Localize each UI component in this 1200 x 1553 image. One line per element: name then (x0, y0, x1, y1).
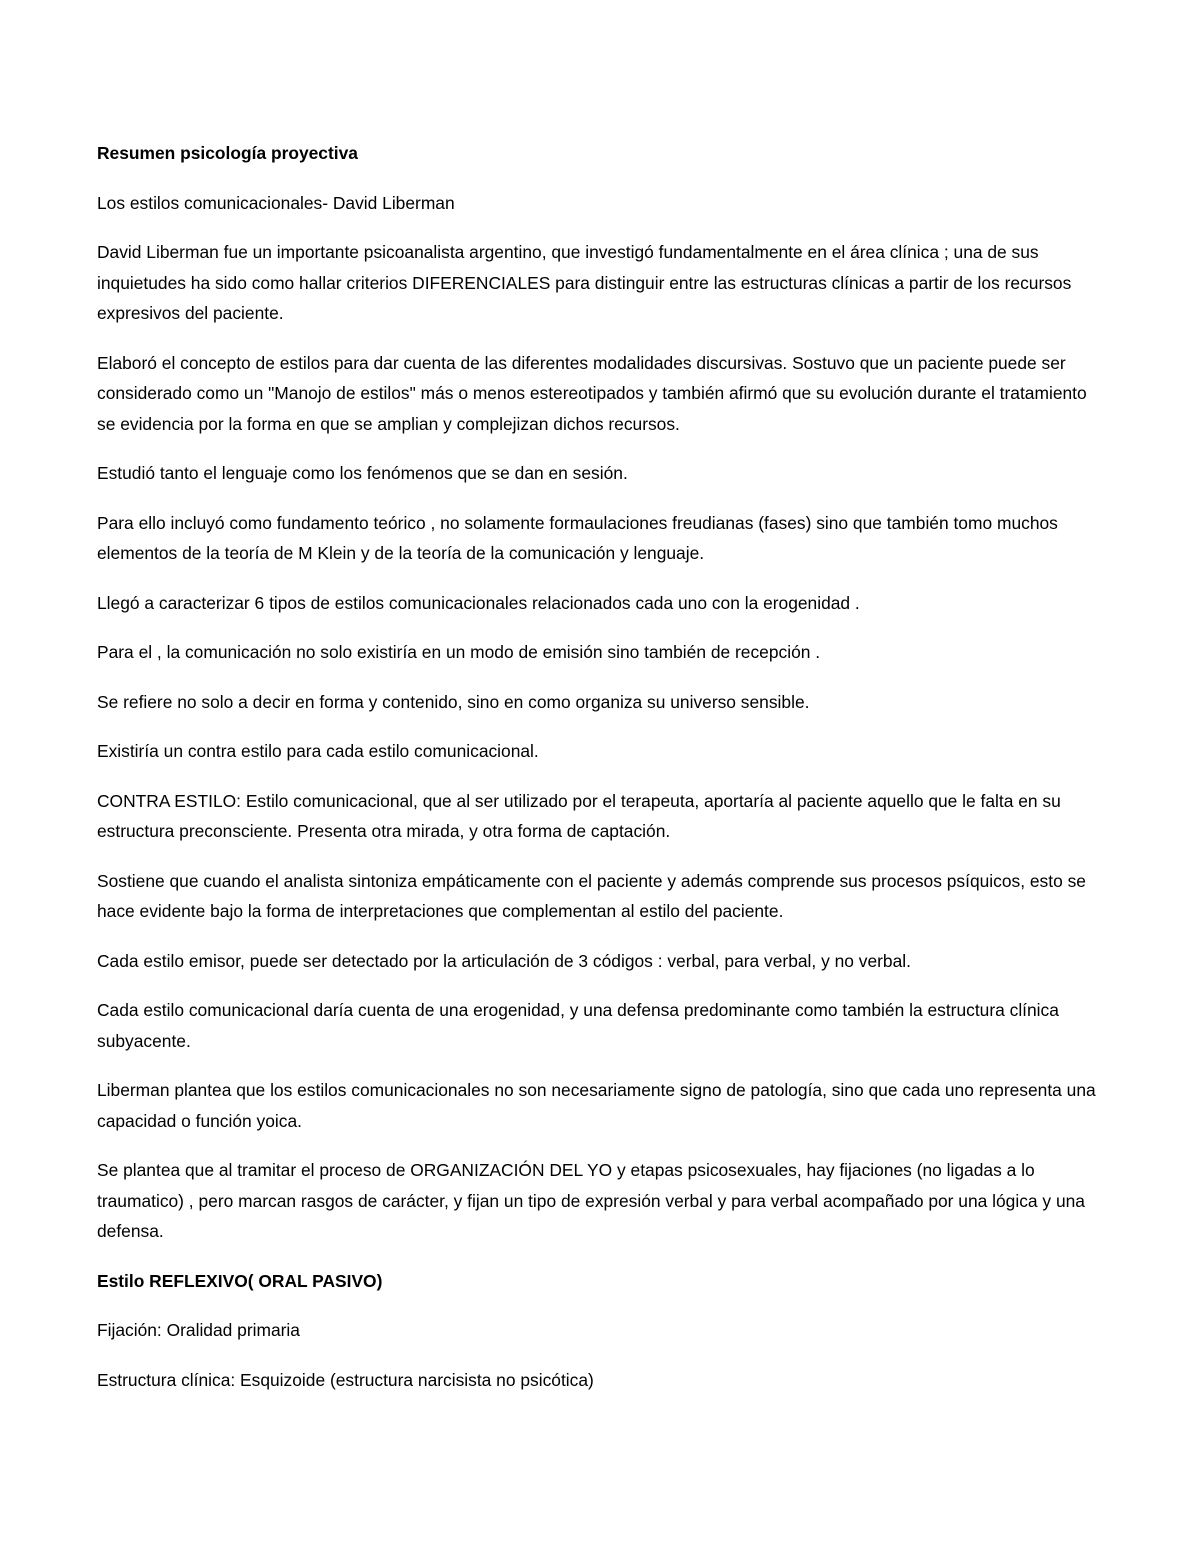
estructura-line: Estructura clínica: Esquizoide (estructura narcisista no psicótica) (97, 1369, 594, 1390)
document-subtitle: Los estilos comunicacionales- David Liberman (97, 192, 455, 213)
paragraph-contra-estilo-def: CONTRA ESTILO: Estilo comunicacional, que al ser utilizado por el terapeuta, aportaría al paciente aquello que le falta en su estructura preconsciente. Presenta otra mirada, y otra forma de captación. (97, 790, 1061, 841)
paragraph-codigos: Cada estilo emisor, puede ser detectado por la articulación de 3 códigos : verbal, para verbal, y no verbal. (97, 950, 911, 971)
paragraph-seis-tipos: Llegó a caracterizar 6 tipos de estilos comunicacionales relacionados cada uno con la erogenidad . (97, 592, 860, 613)
paragraph-comunicacion: Para el , la comunicación no solo existiría en un modo de emisión sino también de recepción . (97, 642, 821, 662)
paragraph-sintonia: Sostiene que cuando el analista sintoniza empáticamente con el paciente y además comprende sus procesos psíquicos, esto se hace evidente bajo la forma de interpretaciones que complementan al estilo del paciente. (97, 870, 1086, 921)
paragraph-fundamento: Para ello incluyó como fundamento teórico , no solamente formaulaciones freudianas (fases) sino que también tomo muchos elementos de la teoría de M Klein y de la teoría de la comunicación y lenguaje. (97, 512, 1058, 563)
fijacion-line: Fijación: Oralidad primaria (97, 1320, 300, 1340)
paragraph-intro: David Liberman fue un importante psicoanalista argentino, que investigó fundamentalmente en el área clínica ; una de sus inquietudes ha sido como hallar criterios DIFERENCIALES para distinguir entre las estructuras clínicas a partir de los recursos expresivos del paciente. (97, 242, 1072, 323)
paragraph-contra-estilo-existe: Existiría un contra estilo para cada estilo comunicacional. (97, 741, 539, 761)
paragraph-universo-sensible: Se refiere no solo a decir en forma y contenido, sino en como organiza su universo sensible. (97, 691, 810, 712)
paragraph-patologia: Liberman plantea que los estilos comunicacionales no son necesariamente signo de patología, sino que cada uno representa una capacidad o función yoica. (97, 1080, 1096, 1131)
paragraph-lenguaje: Estudió tanto el lenguaje como los fenómenos que se dan en sesión. (97, 463, 628, 483)
document-page (97, 138, 1107, 1414)
paragraph-organizacion-yo: Se plantea que al tramitar el proceso de ORGANIZACIÓN DEL YO y etapas psicosexuales, hay fijaciones (no ligadas a lo traumatico) , pero marcan rasgos de carácter, y fijan un tipo de expresión verbal y para verbal acompañado por una lógica y una defensa. (97, 1160, 1085, 1241)
paragraph-erogenidad: Cada estilo comunicacional daría cuenta de una erogenidad, y una defensa predominante como también la estructura clínica subyacente. (97, 1000, 1059, 1051)
paragraph-estilos-concepto: Elaboró el concepto de estilos para dar cuenta de las diferentes modalidades discursivas. Sostuvo que un paciente puede ser considerado como un "Manojo de estilos" más o menos estereotipados y también afirmó que su evolución durante el tratamiento se evidencia por la forma en que se amplian y complejizan dichos recursos. (97, 352, 1087, 434)
section-heading: Estilo REFLEXIVO( ORAL PASIVO) (97, 1270, 383, 1291)
document-title: Resumen psicología proyectiva (97, 143, 358, 163)
